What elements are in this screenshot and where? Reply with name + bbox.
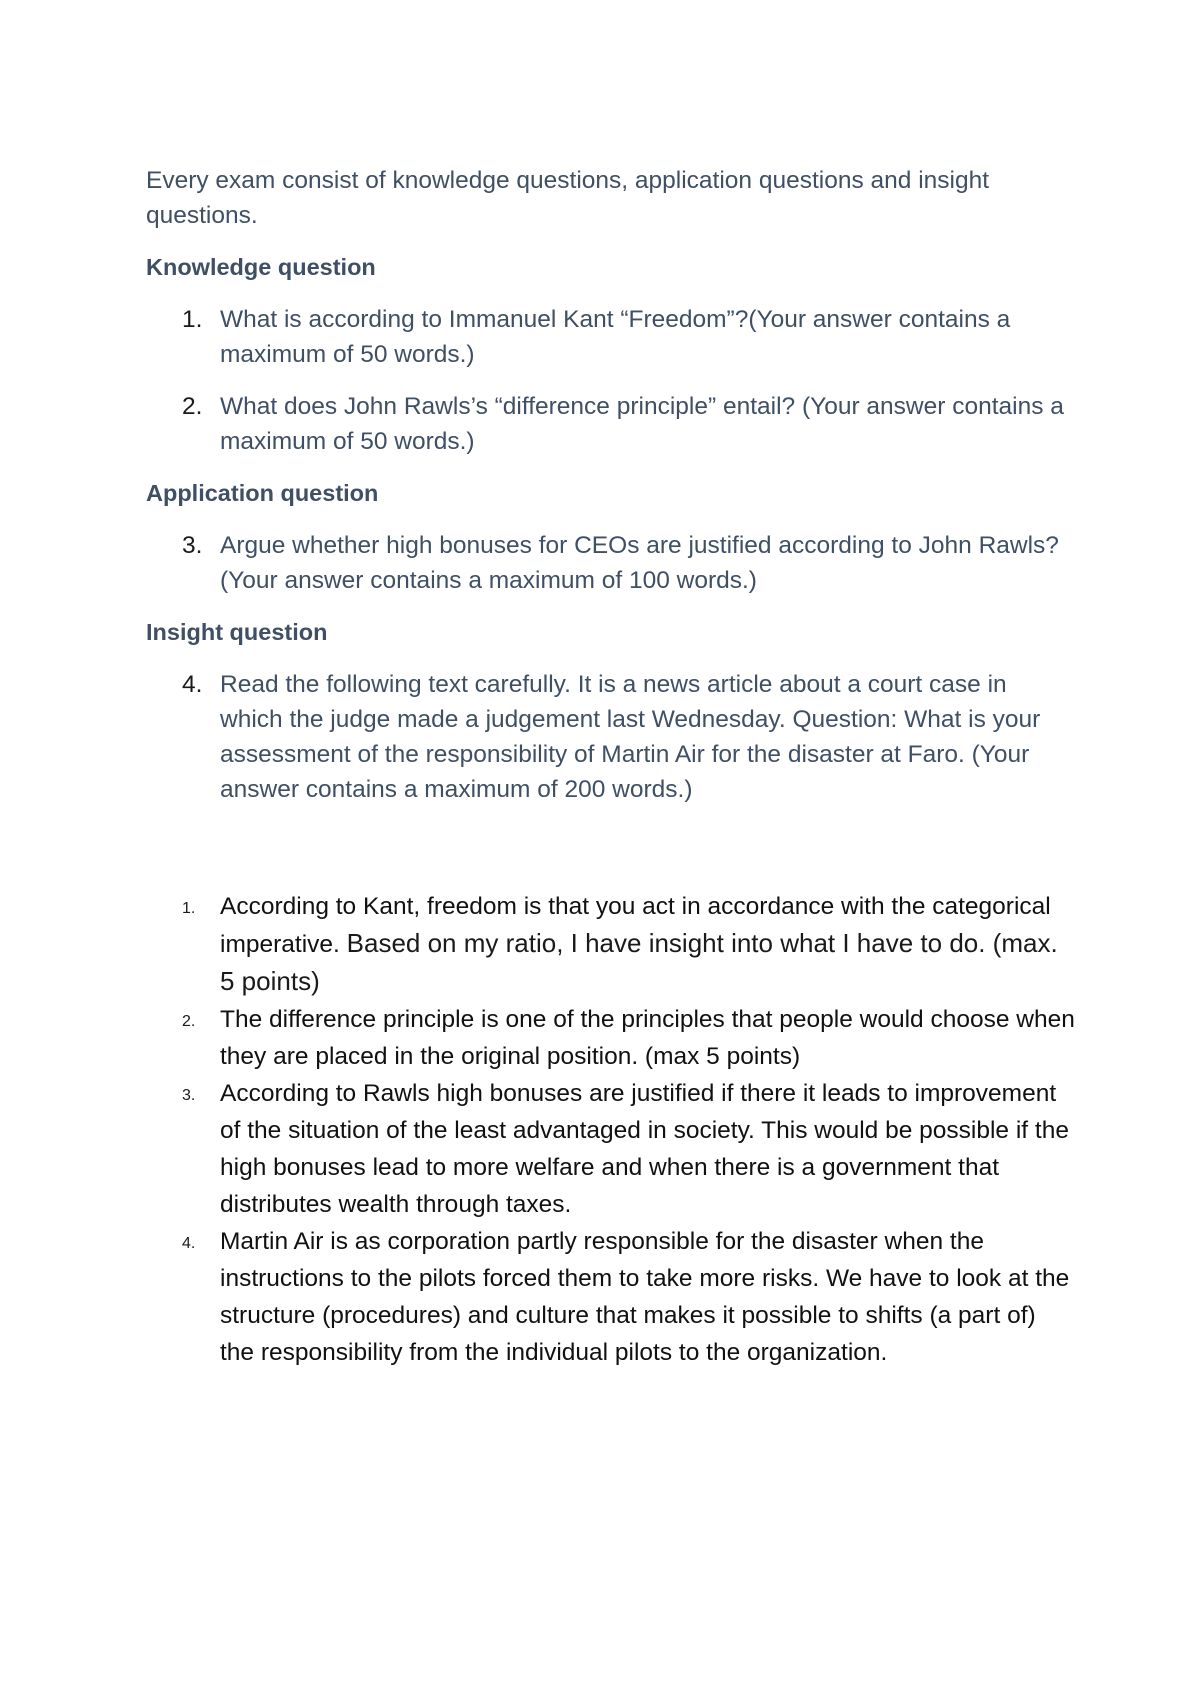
answer-number: 2. bbox=[182, 1013, 196, 1030]
answer-text: Martin Air is as corporation partly responsible for the disaster when the instructions to the pilots forced them to take more risks. We have to look at the structure (procedures) and culture that makes it possible to shifts (a part of) the responsibility from the individual pilots to the organization. bbox=[220, 1228, 1070, 1366]
answer-text-lead: According to Kant, freedom is that you act in accordance with the categorical imperative. bbox=[220, 893, 1051, 958]
question-number: 4. bbox=[182, 671, 203, 698]
answer-number: 4. bbox=[182, 1235, 196, 1252]
answer-item-3 bbox=[146, 1075, 1076, 1223]
intro-paragraph: Every exam consist of knowledge questions, application questions and insight questions. bbox=[146, 167, 990, 229]
knowledge-heading: Knowledge question bbox=[146, 254, 376, 280]
answer-text bbox=[220, 893, 1058, 996]
answers-list bbox=[146, 888, 1076, 1371]
answer-number: 3. bbox=[182, 1087, 196, 1104]
question-number: 1. bbox=[182, 306, 203, 333]
insight-heading: Insight question bbox=[146, 619, 328, 645]
answer-number: 1. bbox=[182, 900, 196, 917]
questions-section bbox=[146, 163, 1076, 807]
answer-item-2 bbox=[146, 1001, 1076, 1075]
question-text: Argue whether high bonuses for CEOs are justified according to John Rawls? (Your answer contains a maximum of 100 words.) bbox=[220, 532, 1059, 594]
question-item-3 bbox=[146, 528, 1076, 598]
answer-text-tail: Based on my ratio, I have insight into what I have to do. (max. 5 points) bbox=[220, 928, 1058, 996]
question-item-2 bbox=[146, 389, 1076, 459]
question-item-1 bbox=[146, 302, 1076, 372]
application-question-list bbox=[146, 528, 1076, 598]
answer-text: According to Rawls high bonuses are justified if there it leads to improvement of the situation of the least advantaged in society. This would be possible if the high bonuses lead to more welfare and when there is a government that distributes wealth through taxes. bbox=[220, 1080, 1069, 1218]
application-heading: Application question bbox=[146, 480, 379, 506]
knowledge-question-list bbox=[146, 302, 1076, 459]
answer-text: The difference principle is one of the principles that people would choose when they are placed in the original position. (max 5 points) bbox=[220, 1006, 1075, 1070]
question-text: What is according to Immanuel Kant “Freedom”?(Your answer contains a maximum of 50 words.) bbox=[220, 306, 1011, 368]
answer-item-1 bbox=[146, 888, 1076, 1001]
question-text: Read the following text carefully. It is a news article about a court case in which the judge made a judgement last Wednesday. Question: What is your assessment of the responsibility of Martin Air for the disaster at Faro. (Your answer contains a maximum of 200 words.) bbox=[220, 671, 1041, 803]
question-text: What does John Rawls’s “difference principle” entail? (Your answer contains a maximum of 50 words.) bbox=[220, 393, 1064, 455]
answer-item-4 bbox=[146, 1223, 1076, 1371]
question-item-4 bbox=[146, 667, 1076, 807]
question-number: 2. bbox=[182, 393, 203, 420]
question-number: 3. bbox=[182, 532, 203, 559]
insight-question-list bbox=[146, 667, 1076, 807]
